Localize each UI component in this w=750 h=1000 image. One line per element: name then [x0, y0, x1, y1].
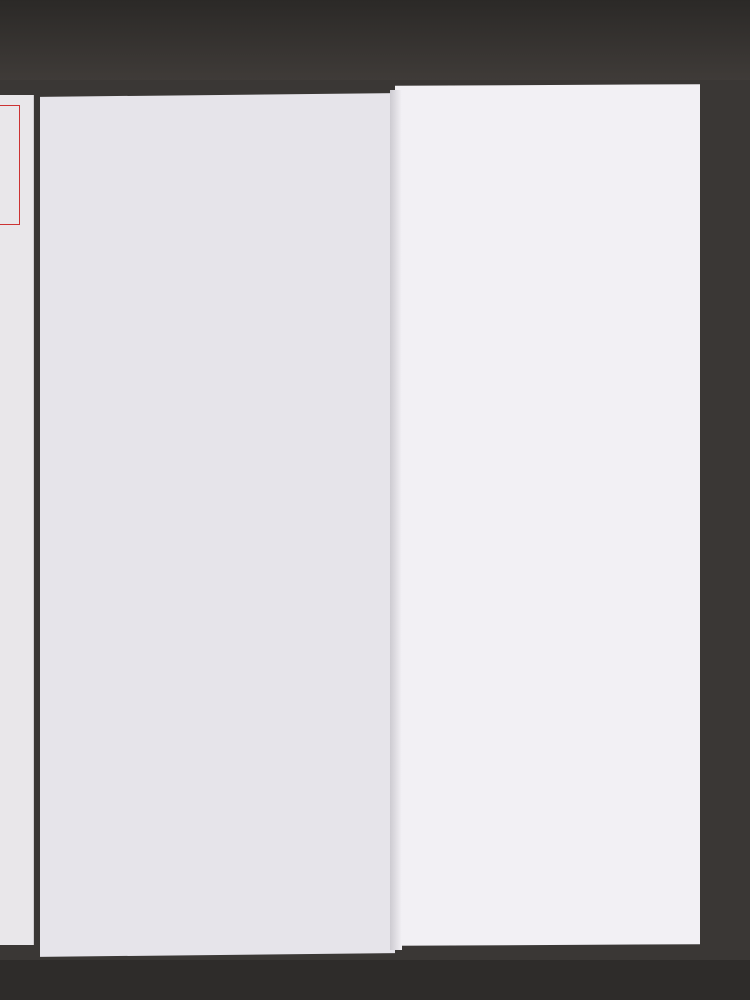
- menu-page-right: [395, 84, 700, 946]
- left-red-box: [0, 105, 20, 225]
- page-fold: [390, 90, 402, 950]
- background-top: [0, 0, 750, 80]
- background-bottom: [0, 960, 750, 1000]
- menu-page-middle: [40, 93, 395, 957]
- left-page-strip: [0, 95, 34, 945]
